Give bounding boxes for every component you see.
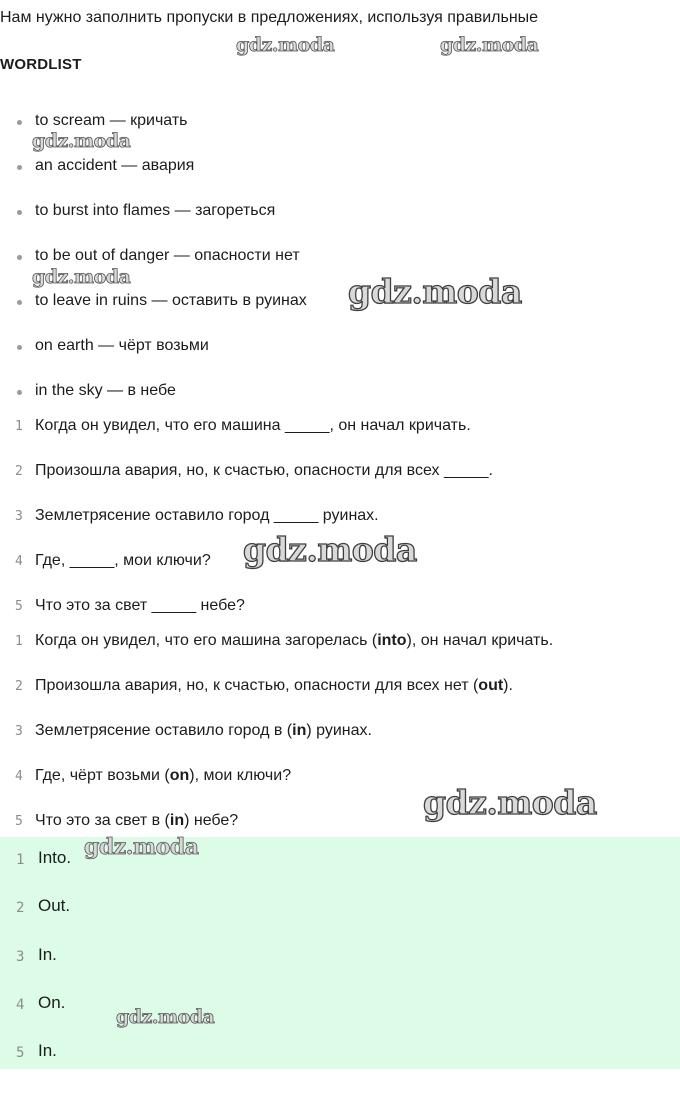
watermark-logo: gdz.moda (423, 783, 597, 822)
answer-number: 3 (16, 949, 25, 965)
answer-text: On. (38, 993, 66, 1012)
watermark-logo: gdz.moda (440, 34, 539, 56)
translation-number: 1 (15, 634, 23, 649)
translation-before: Когда он увидел, что его машина загорелась ( (35, 632, 378, 649)
translation-after: ), он начал кричать. (406, 632, 554, 649)
translation-before: Что это за свет в ( (35, 812, 170, 829)
translation-number: 2 (15, 679, 23, 694)
wordlist-item-text: to be out of danger — опасности нет (35, 247, 300, 264)
wordlist-item-text: to scream — кричать (35, 112, 188, 129)
translation-number: 5 (15, 814, 23, 829)
translation-bold: into (377, 632, 407, 649)
watermark-logo: gdz.moda (116, 1006, 215, 1028)
watermark-logo: gdz.moda (32, 266, 131, 288)
translation-number: 3 (15, 724, 23, 739)
task-number: 2 (15, 464, 23, 479)
answer-number: 4 (16, 997, 25, 1013)
watermark-logo: gdz.moda (243, 530, 417, 569)
wordlist-item-text: in the sky — в небе (35, 382, 176, 399)
answer-text: In. (38, 945, 57, 964)
answer-text: In. (38, 1041, 57, 1060)
task-number: 5 (15, 599, 23, 614)
watermark-logo: gdz.moda (32, 130, 131, 152)
translation-text (35, 630, 553, 652)
translation-before: Землетрясение оставило город в ( (35, 722, 293, 739)
watermark-logo: gdz.moda (348, 272, 522, 311)
answer-text: Into. (38, 848, 72, 867)
translation-before: Где, чёрт возьми ( (35, 767, 170, 784)
task-text: Произошла авария, но, к счастью, опасности для всех _____. (35, 462, 493, 479)
task-text: Землетрясение оставило город _____ руинах. (35, 507, 379, 524)
translation-bold: in (169, 812, 185, 829)
translation-text (35, 720, 372, 742)
wordlist-item-text: to burst into flames — загореться (35, 202, 276, 219)
bullet-icon (17, 120, 22, 125)
intro-text: Нам нужно заполнить пропуски в предложениях, используя правильные (0, 9, 539, 26)
translation-bold: on (169, 767, 190, 784)
translation-before: Произошла авария, но, к счастью, опасности для всех нет ( (35, 677, 479, 694)
bullet-icon (17, 390, 22, 395)
translation-text (35, 810, 238, 832)
wordlist-item-text: on earth — чёрт возьми (35, 337, 209, 354)
answer-number: 5 (16, 1045, 25, 1061)
translation-text (35, 765, 291, 787)
task-number: 3 (15, 509, 23, 524)
translation-after: ), мои ключи? (189, 767, 292, 784)
task-text: Где, _____, мои ключи? (35, 552, 211, 569)
translation-bold: out (478, 677, 504, 694)
answer-number: 1 (16, 852, 25, 868)
watermark-logo: gdz.moda (84, 834, 199, 860)
answer-text: Out. (38, 896, 71, 915)
translation-number: 4 (15, 769, 23, 784)
translation-after: ) небе? (184, 812, 239, 829)
bullet-icon (17, 255, 22, 260)
bullet-icon (17, 210, 22, 215)
translation-after: ) руинах. (306, 722, 372, 739)
wordlist-heading: WORDLIST (0, 56, 82, 73)
task-number: 4 (15, 554, 23, 569)
answer-number: 2 (16, 900, 25, 916)
translation-after: ). (503, 677, 513, 694)
watermark-logo: gdz.moda (236, 34, 335, 56)
answers-box (0, 837, 680, 1069)
task-number: 1 (15, 419, 23, 434)
wordlist-item-text: an accident — авария (35, 157, 195, 174)
bullet-icon (17, 165, 22, 170)
bullet-icon (17, 345, 22, 350)
task-text: Когда он увидел, что его машина _____, он начал кричать. (35, 417, 471, 434)
bullet-icon (17, 300, 22, 305)
wordlist-item-text: to leave in ruins — оставить в руинах (35, 292, 307, 309)
translation-bold: in (292, 722, 307, 739)
task-text: Что это за свет _____ небе? (35, 597, 245, 614)
translation-text (35, 675, 513, 697)
